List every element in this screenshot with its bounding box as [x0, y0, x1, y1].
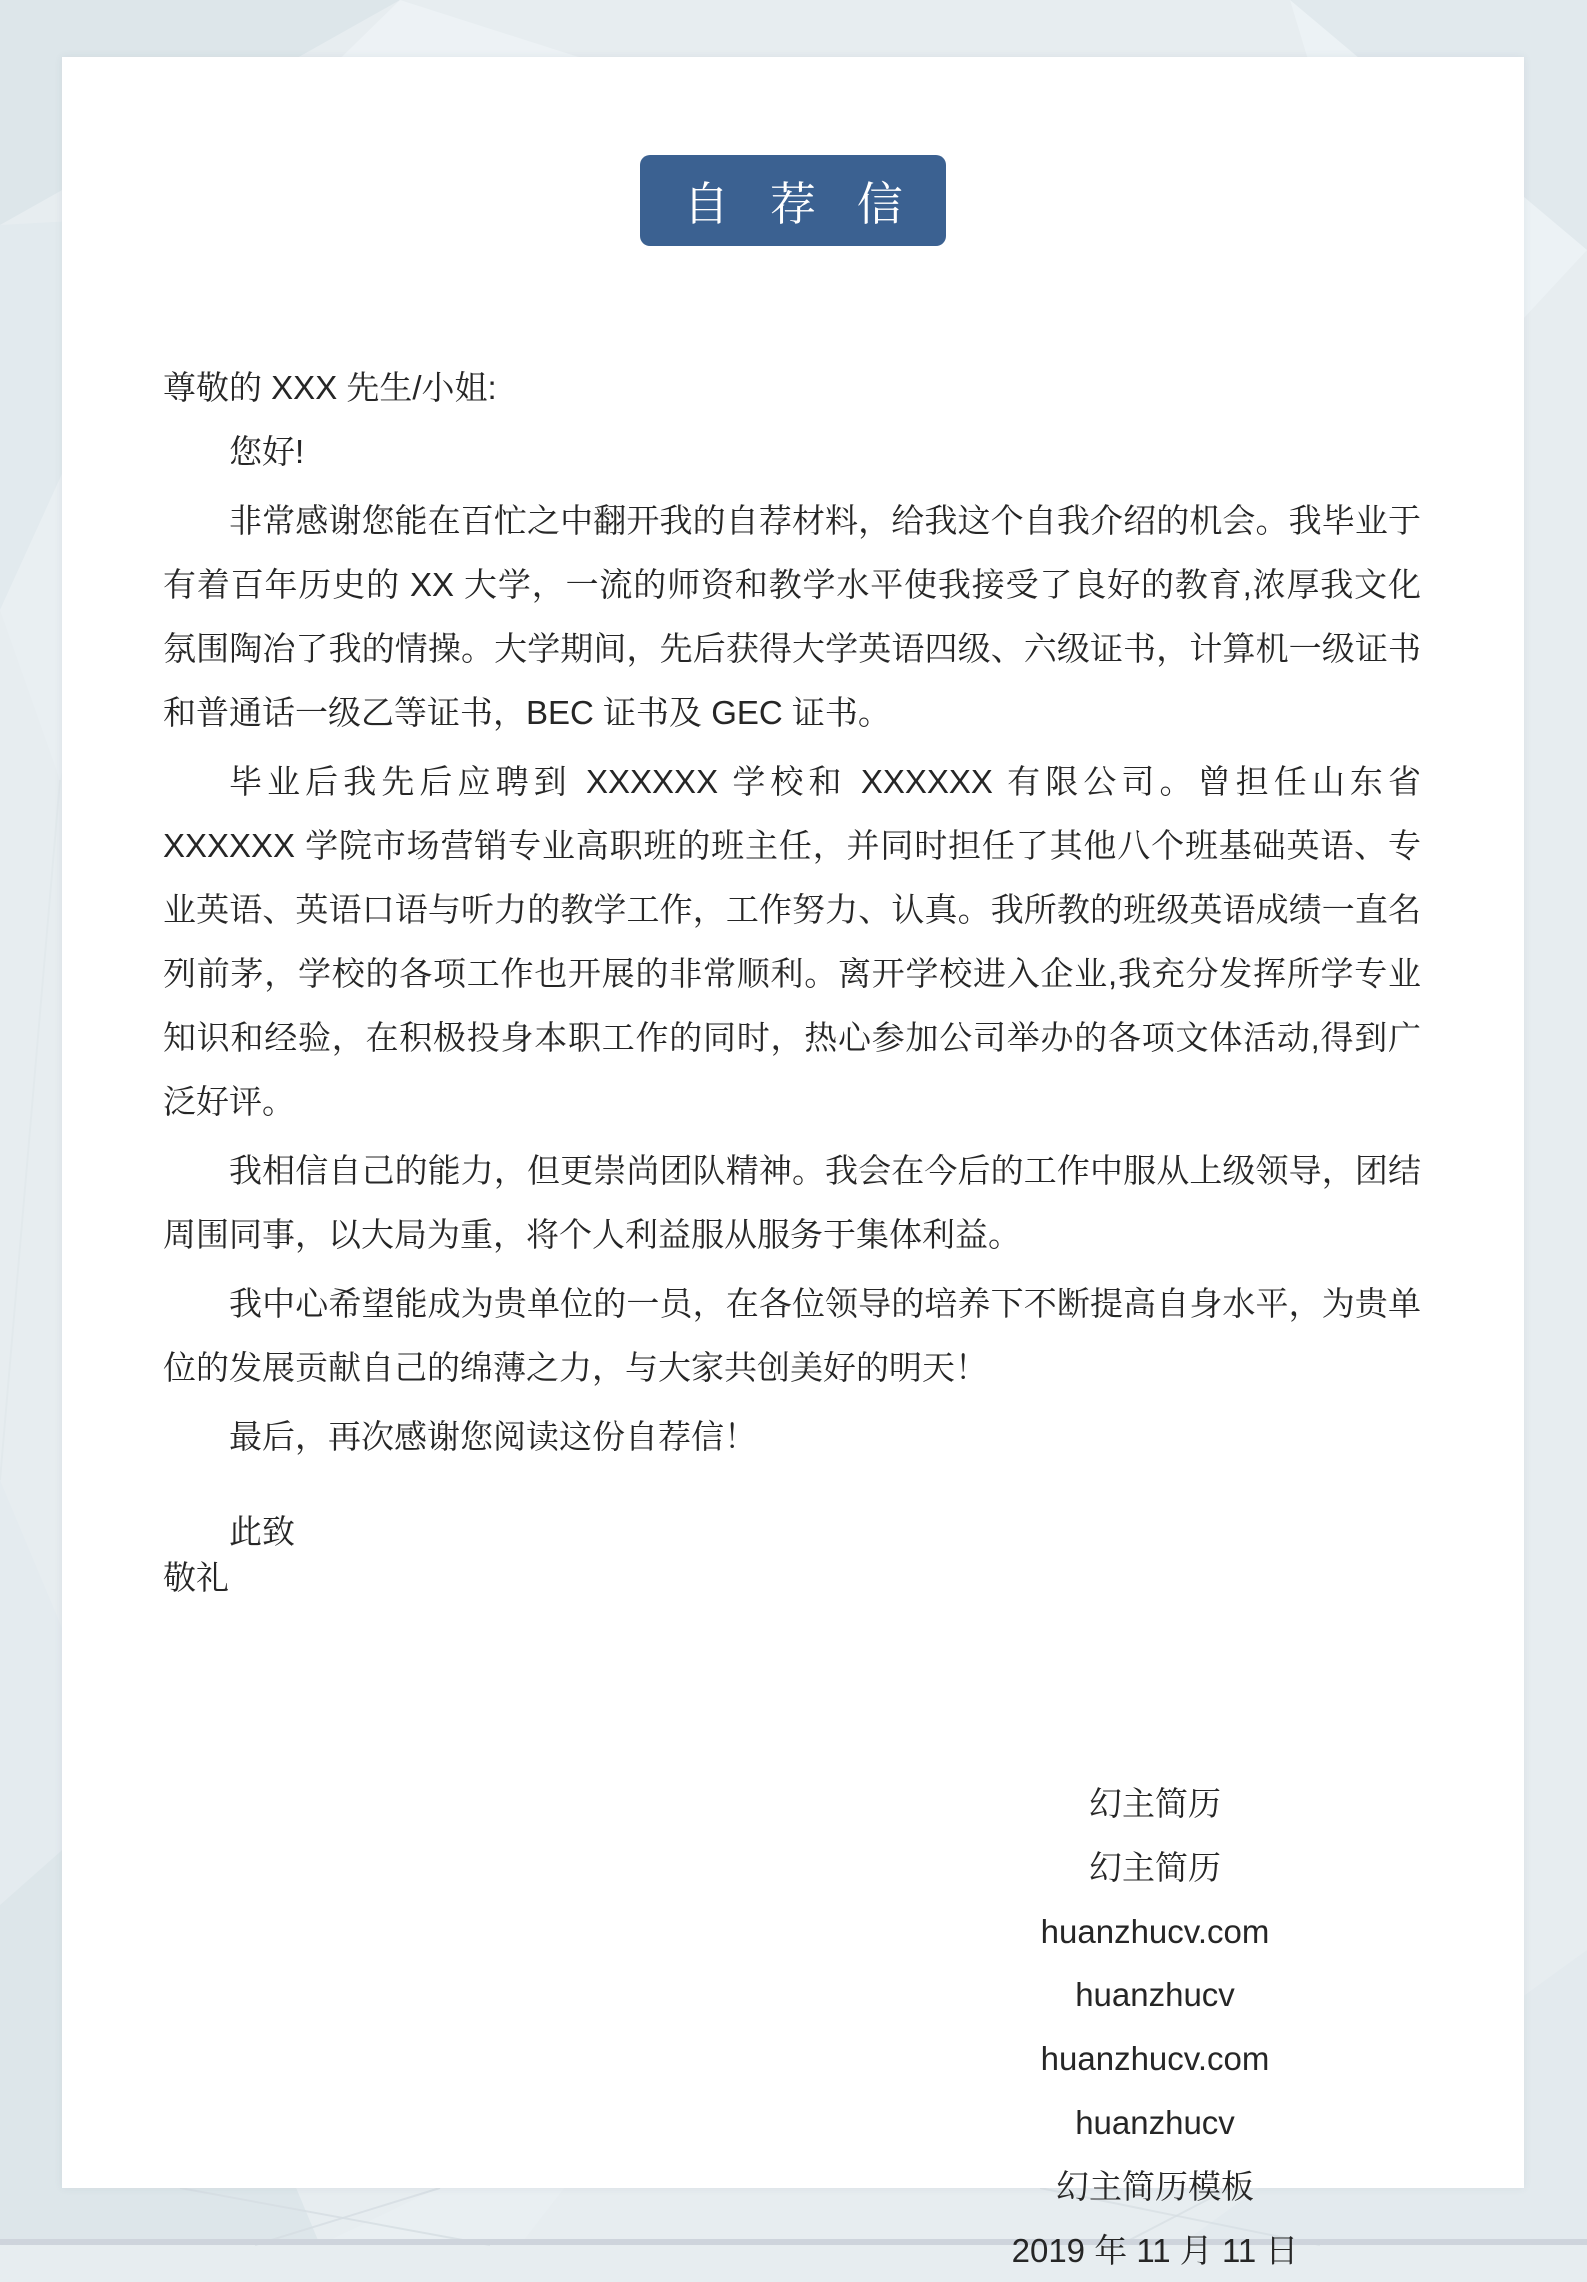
signature-line: 幻主简历: [1089, 1848, 1221, 1886]
letter-paragraph: 我中心希望能成为贵单位的一员，在各位领导的培养下不断提高自身水平，为贵单位的发展贡献自己的绵薄之力，与大家共创美好的明天！: [163, 1285, 1421, 1386]
letter-paragraph: 非常感谢您能在百忙之中翻开我的自荐材料，给我这个自我介绍的机会。我毕业于有着百年历史的 XX 大学，一流的师资和教学水平使我接受了良好的教育,浓厚我文化氛围陶冶了我的情操。大学期间，先后获得大学英语四级、六级证书，计算机一级证书和普通话一级乙等证书，BEC 证书及 GEC 证书。: [163, 502, 1421, 731]
signature-line: huanzhucv.com: [1040, 1912, 1270, 1950]
signature-line: 幻主简历: [1089, 1785, 1221, 1822]
greeting-line: 您好!: [229, 433, 305, 470]
letter-title: 自 荐 信: [683, 177, 917, 230]
signature-line: huanzhucv: [1075, 1976, 1235, 2014]
letter-paragraph: 毕业后我先后应聘到 XXXXXX 学校和 XXXXXX 有限公司。曾担任山东省 XXXXXX 学院市场营销专业高职班的班主任，并同时担任了其他八个班基础英语、专业英语、英语口语与听力的教学工作，工作努力、认真。我所教的班级英语成绩一直名列前茅，学校的各项工作也开展的非常顺利。离开学校进入企业,我充分发挥所学专业知识和经验，在积极投身本职工作的同时，热心参加公司举办的各项文体活动,得到广泛好评。: [163, 763, 1421, 1120]
closing-jingli: 敬礼: [163, 1559, 229, 1596]
signature-block: [935, 1772, 1375, 2282]
closing-cizhi: 此致: [229, 1513, 295, 1550]
signature-line: huanzhucv: [1075, 2103, 1235, 2141]
signature-date: 2019 年 11 月 11 日: [1011, 2231, 1299, 2269]
letter-body: [163, 356, 1421, 1601]
signature-line: huanzhucv.com: [1040, 2040, 1270, 2078]
salutation-line: 尊敬的 XXX 先生/小姐:: [163, 369, 497, 406]
letter-paragraph: 我相信自己的能力，但更崇尚团队精神。我会在今后的工作中服从上级领导，团结周围同事，以大局为重，将个人利益服从服务于集体利益。: [163, 1152, 1421, 1253]
letter-title-banner: [640, 155, 946, 246]
signature-line: 幻主简历模板: [1056, 2167, 1254, 2205]
letter-paragraph: 最后，再次感谢您阅读这份自荐信！: [229, 1418, 757, 1455]
